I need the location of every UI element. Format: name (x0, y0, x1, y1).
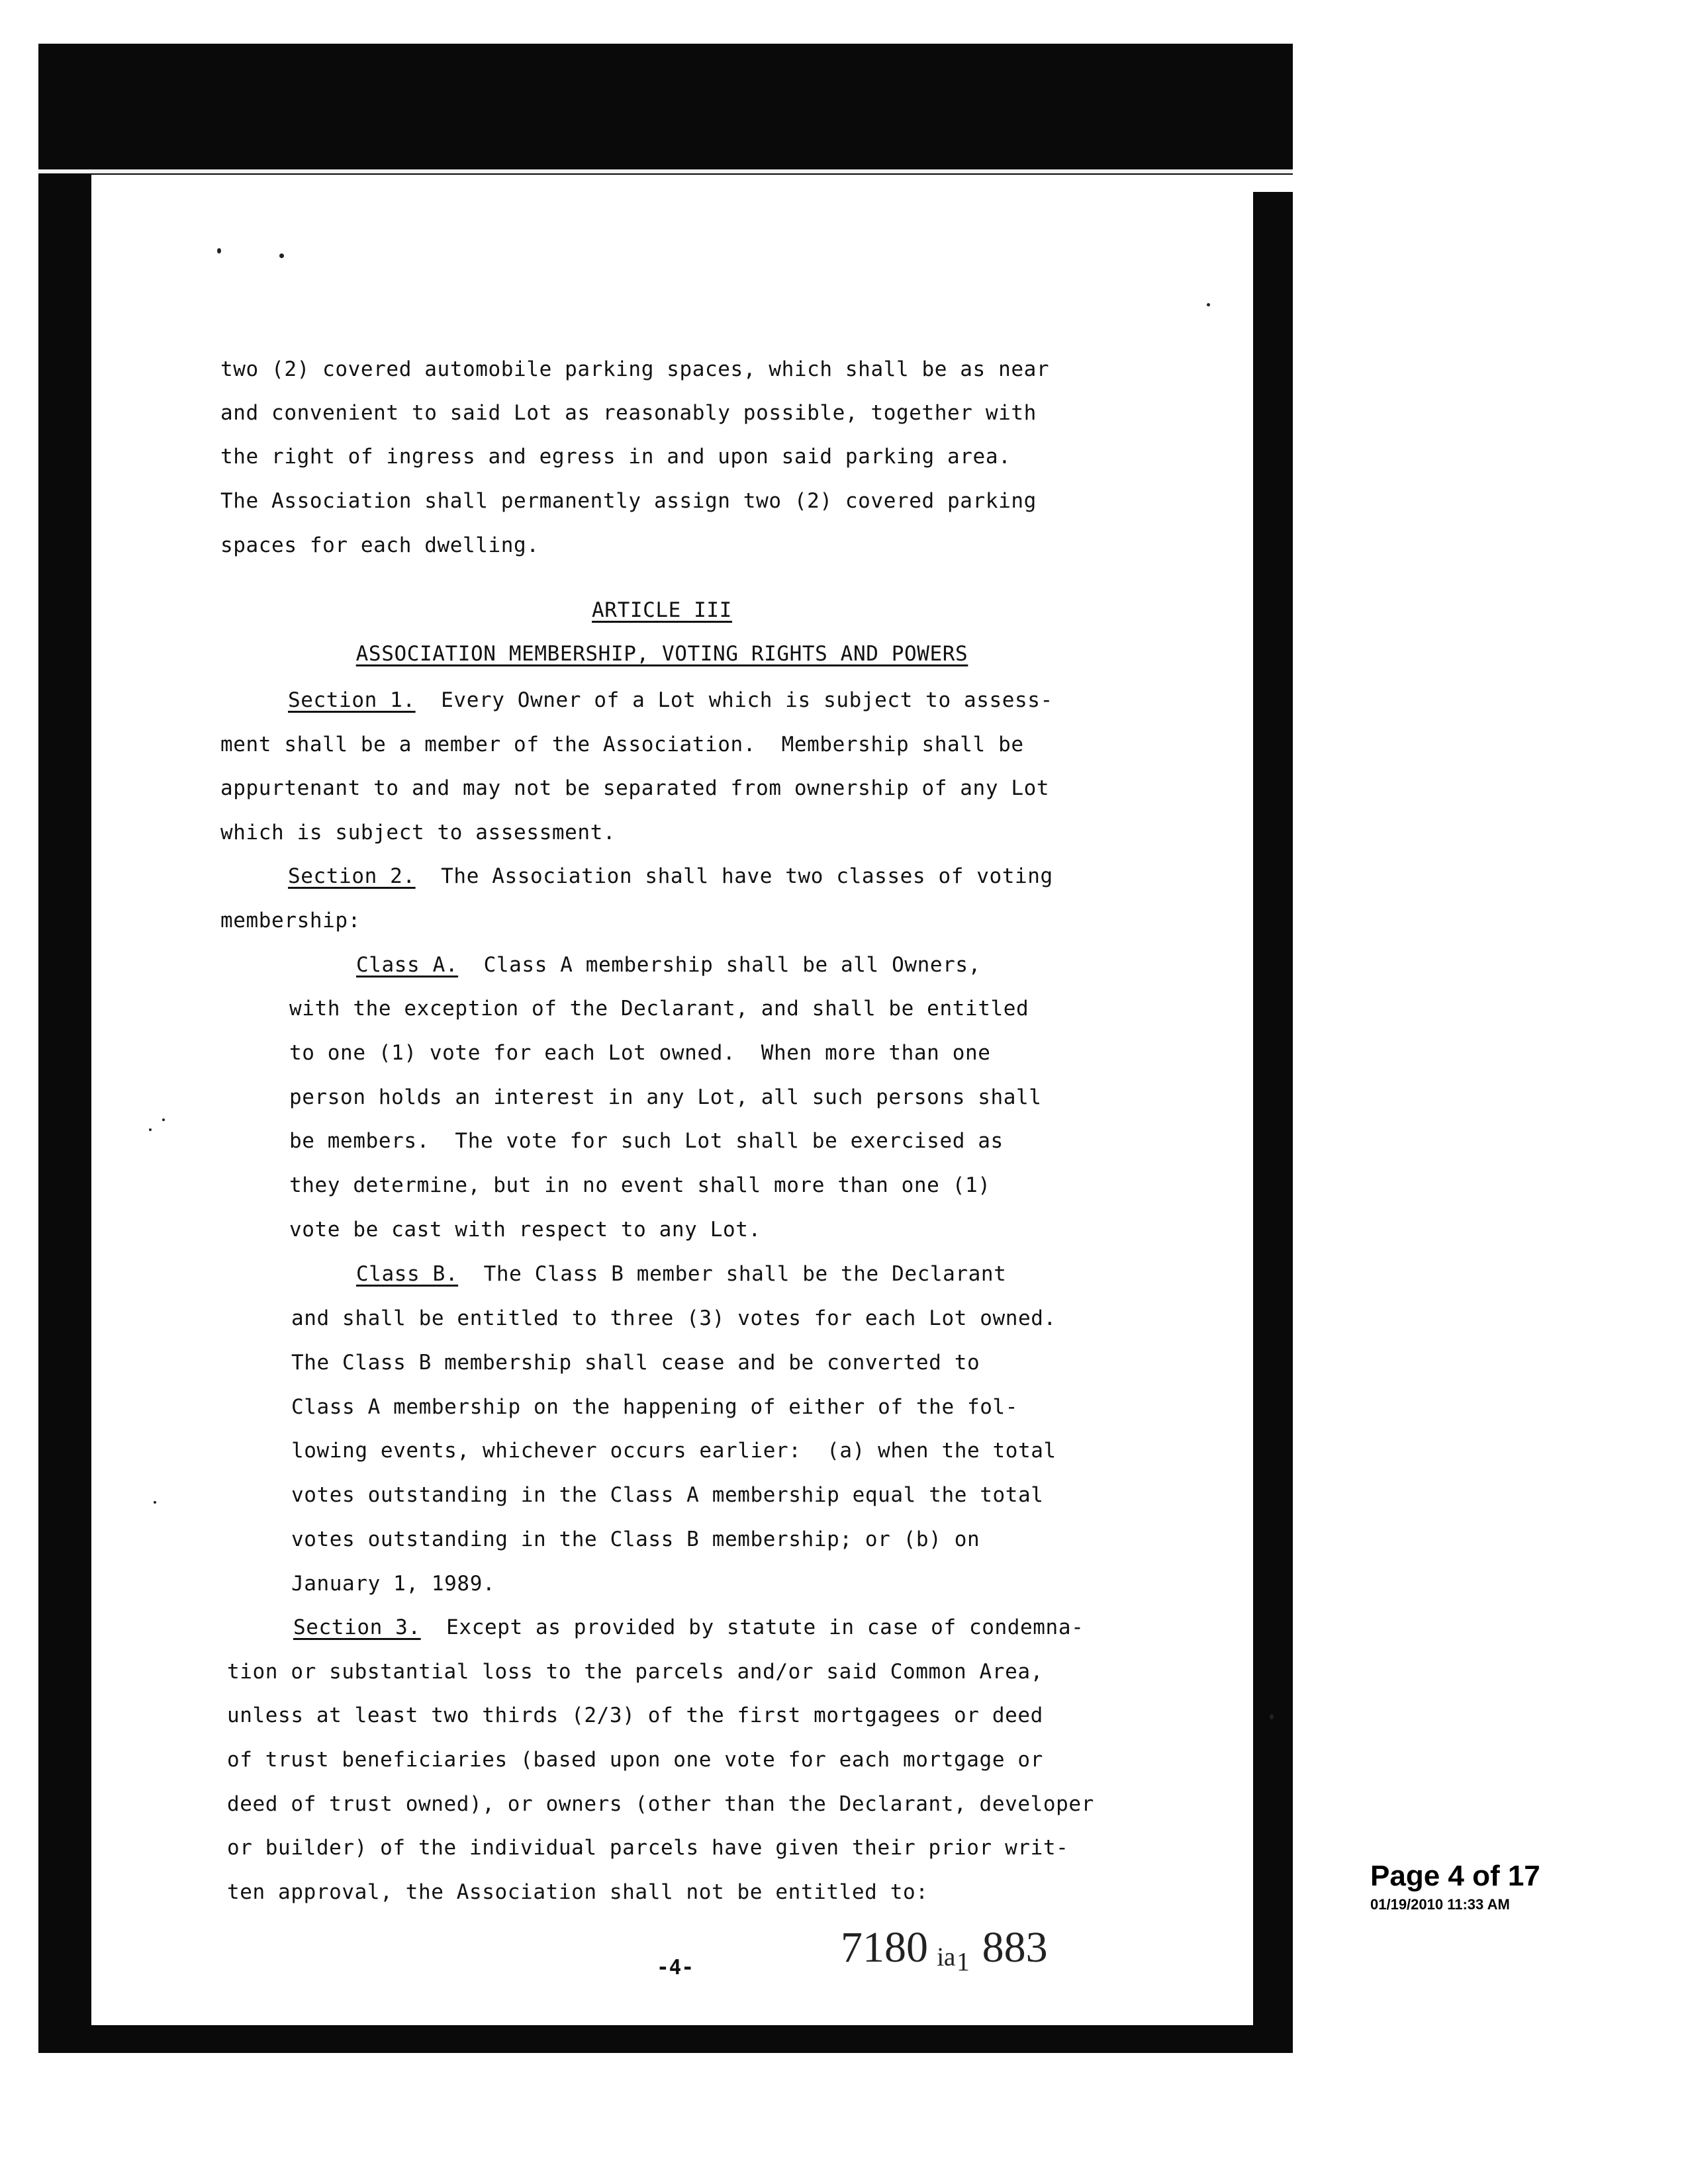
body-line: January 1, 1989. (291, 1572, 496, 1596)
scan-speck (149, 1128, 152, 1131)
body-line: ten approval, the Association shall not be entitled to: (227, 1880, 929, 1904)
scan-border-bottom (38, 2025, 1293, 2053)
body-line: The Class B member shall be the Declarant (458, 1262, 1007, 1286)
page-number: -4- (657, 1956, 694, 1979)
section-2-label: Section 2. (288, 864, 416, 888)
body-line: Every Owner of a Lot which is subject to assess- (415, 688, 1053, 712)
scan-border-right (1253, 192, 1293, 2053)
section-3-label: Section 3. (293, 1615, 421, 1639)
scan-speck (162, 1118, 165, 1121)
body-line: ment shall be a member of the Association. Membership shall be (220, 733, 1024, 756)
body-line: unless at least two thirds (2/3) of the first mortgagees or deed (227, 1704, 1043, 1727)
section-3-first-line (293, 1615, 1084, 1639)
body-line: which is subject to assessment. (220, 821, 616, 844)
scan-border-left (38, 173, 91, 2053)
class-b-first-line (356, 1262, 1006, 1286)
scan-speck (1207, 303, 1210, 306)
section-1-first-line (288, 688, 1053, 712)
article-heading: ARTICLE III (592, 598, 732, 622)
scan-speck (1270, 1714, 1274, 1719)
body-line: two (2) covered automobile parking spaces, which shall be as near (220, 357, 1050, 381)
body-line: membership: (220, 909, 361, 933)
section-2-first-line (288, 864, 1053, 888)
section-1-label: Section 1. (288, 688, 416, 712)
scan-speck (279, 253, 284, 258)
body-line: of trust beneficiaries (based upon one vote for each mortgage or (227, 1748, 1043, 1772)
body-line: The Association shall permanently assign two (2) covered parking (220, 489, 1037, 513)
body-line: The Class B membership shall cease and be converted to (291, 1351, 980, 1375)
body-line: deed of trust owned), or owners (other than the Declarant, developer (227, 1792, 1094, 1816)
body-line: to one (1) vote for each Lot owned. When more than one (289, 1041, 991, 1065)
article-subheading: ASSOCIATION MEMBERSHIP, VOTING RIGHTS AND POWERS (355, 642, 968, 666)
body-line: tion or substantial loss to the parcels and/or said Common Area, (227, 1660, 1043, 1684)
body-line: or builder) of the individual parcels have given their prior writ- (227, 1836, 1069, 1860)
body-line: The Association shall have two classes of voting (415, 864, 1053, 888)
class-a-first-line (356, 953, 981, 977)
body-line: Class A membership on the happening of either of the fol- (291, 1395, 1019, 1419)
scan-speck (217, 248, 221, 253)
body-line: and convenient to said Lot as reasonably possible, together with (220, 401, 1037, 425)
body-line: and shall be entitled to three (3) votes for each Lot owned. (291, 1306, 1056, 1330)
body-line: they determine, but in no event shall more than one (1) (289, 1173, 991, 1197)
scan-border-rule (38, 169, 1293, 173)
body-line: person holds an interest in any Lot, all such persons shall (289, 1085, 1042, 1109)
body-line: vote be cast with respect to any Lot. (289, 1218, 761, 1242)
body-line: Class A membership shall be all Owners, (458, 953, 981, 977)
body-line: be members. The vote for such Lot shall be exercised as (289, 1129, 1004, 1153)
body-line: spaces for each dwelling. (220, 533, 539, 557)
class-a-label: Class A. (356, 953, 459, 977)
book-page-reference: 7180 ᵢₐ₁ 883 (841, 1923, 1048, 1972)
page-count-stamp: Page 4 of 17 (1370, 1860, 1540, 1892)
body-line: lowing events, whichever occurs earlier: (a) when the total (291, 1439, 1056, 1463)
scan-speck (154, 1501, 156, 1504)
scan-border-top (38, 44, 1293, 175)
body-line: Except as provided by statute in case of condemna- (420, 1615, 1084, 1639)
stamp-datetime: 01/19/2010 11:33 AM (1370, 1896, 1510, 1913)
body-line: votes outstanding in the Class A membership equal the total (291, 1483, 1044, 1507)
body-line: appurtenant to and may not be separated from ownership of any Lot (220, 776, 1050, 800)
class-b-label: Class B. (356, 1262, 459, 1286)
body-line: with the exception of the Declarant, and shall be entitled (289, 997, 1029, 1021)
body-line: the right of ingress and egress in and upon said parking area. (220, 445, 1011, 469)
body-line: votes outstanding in the Class B membership; or (b) on (291, 1527, 980, 1551)
